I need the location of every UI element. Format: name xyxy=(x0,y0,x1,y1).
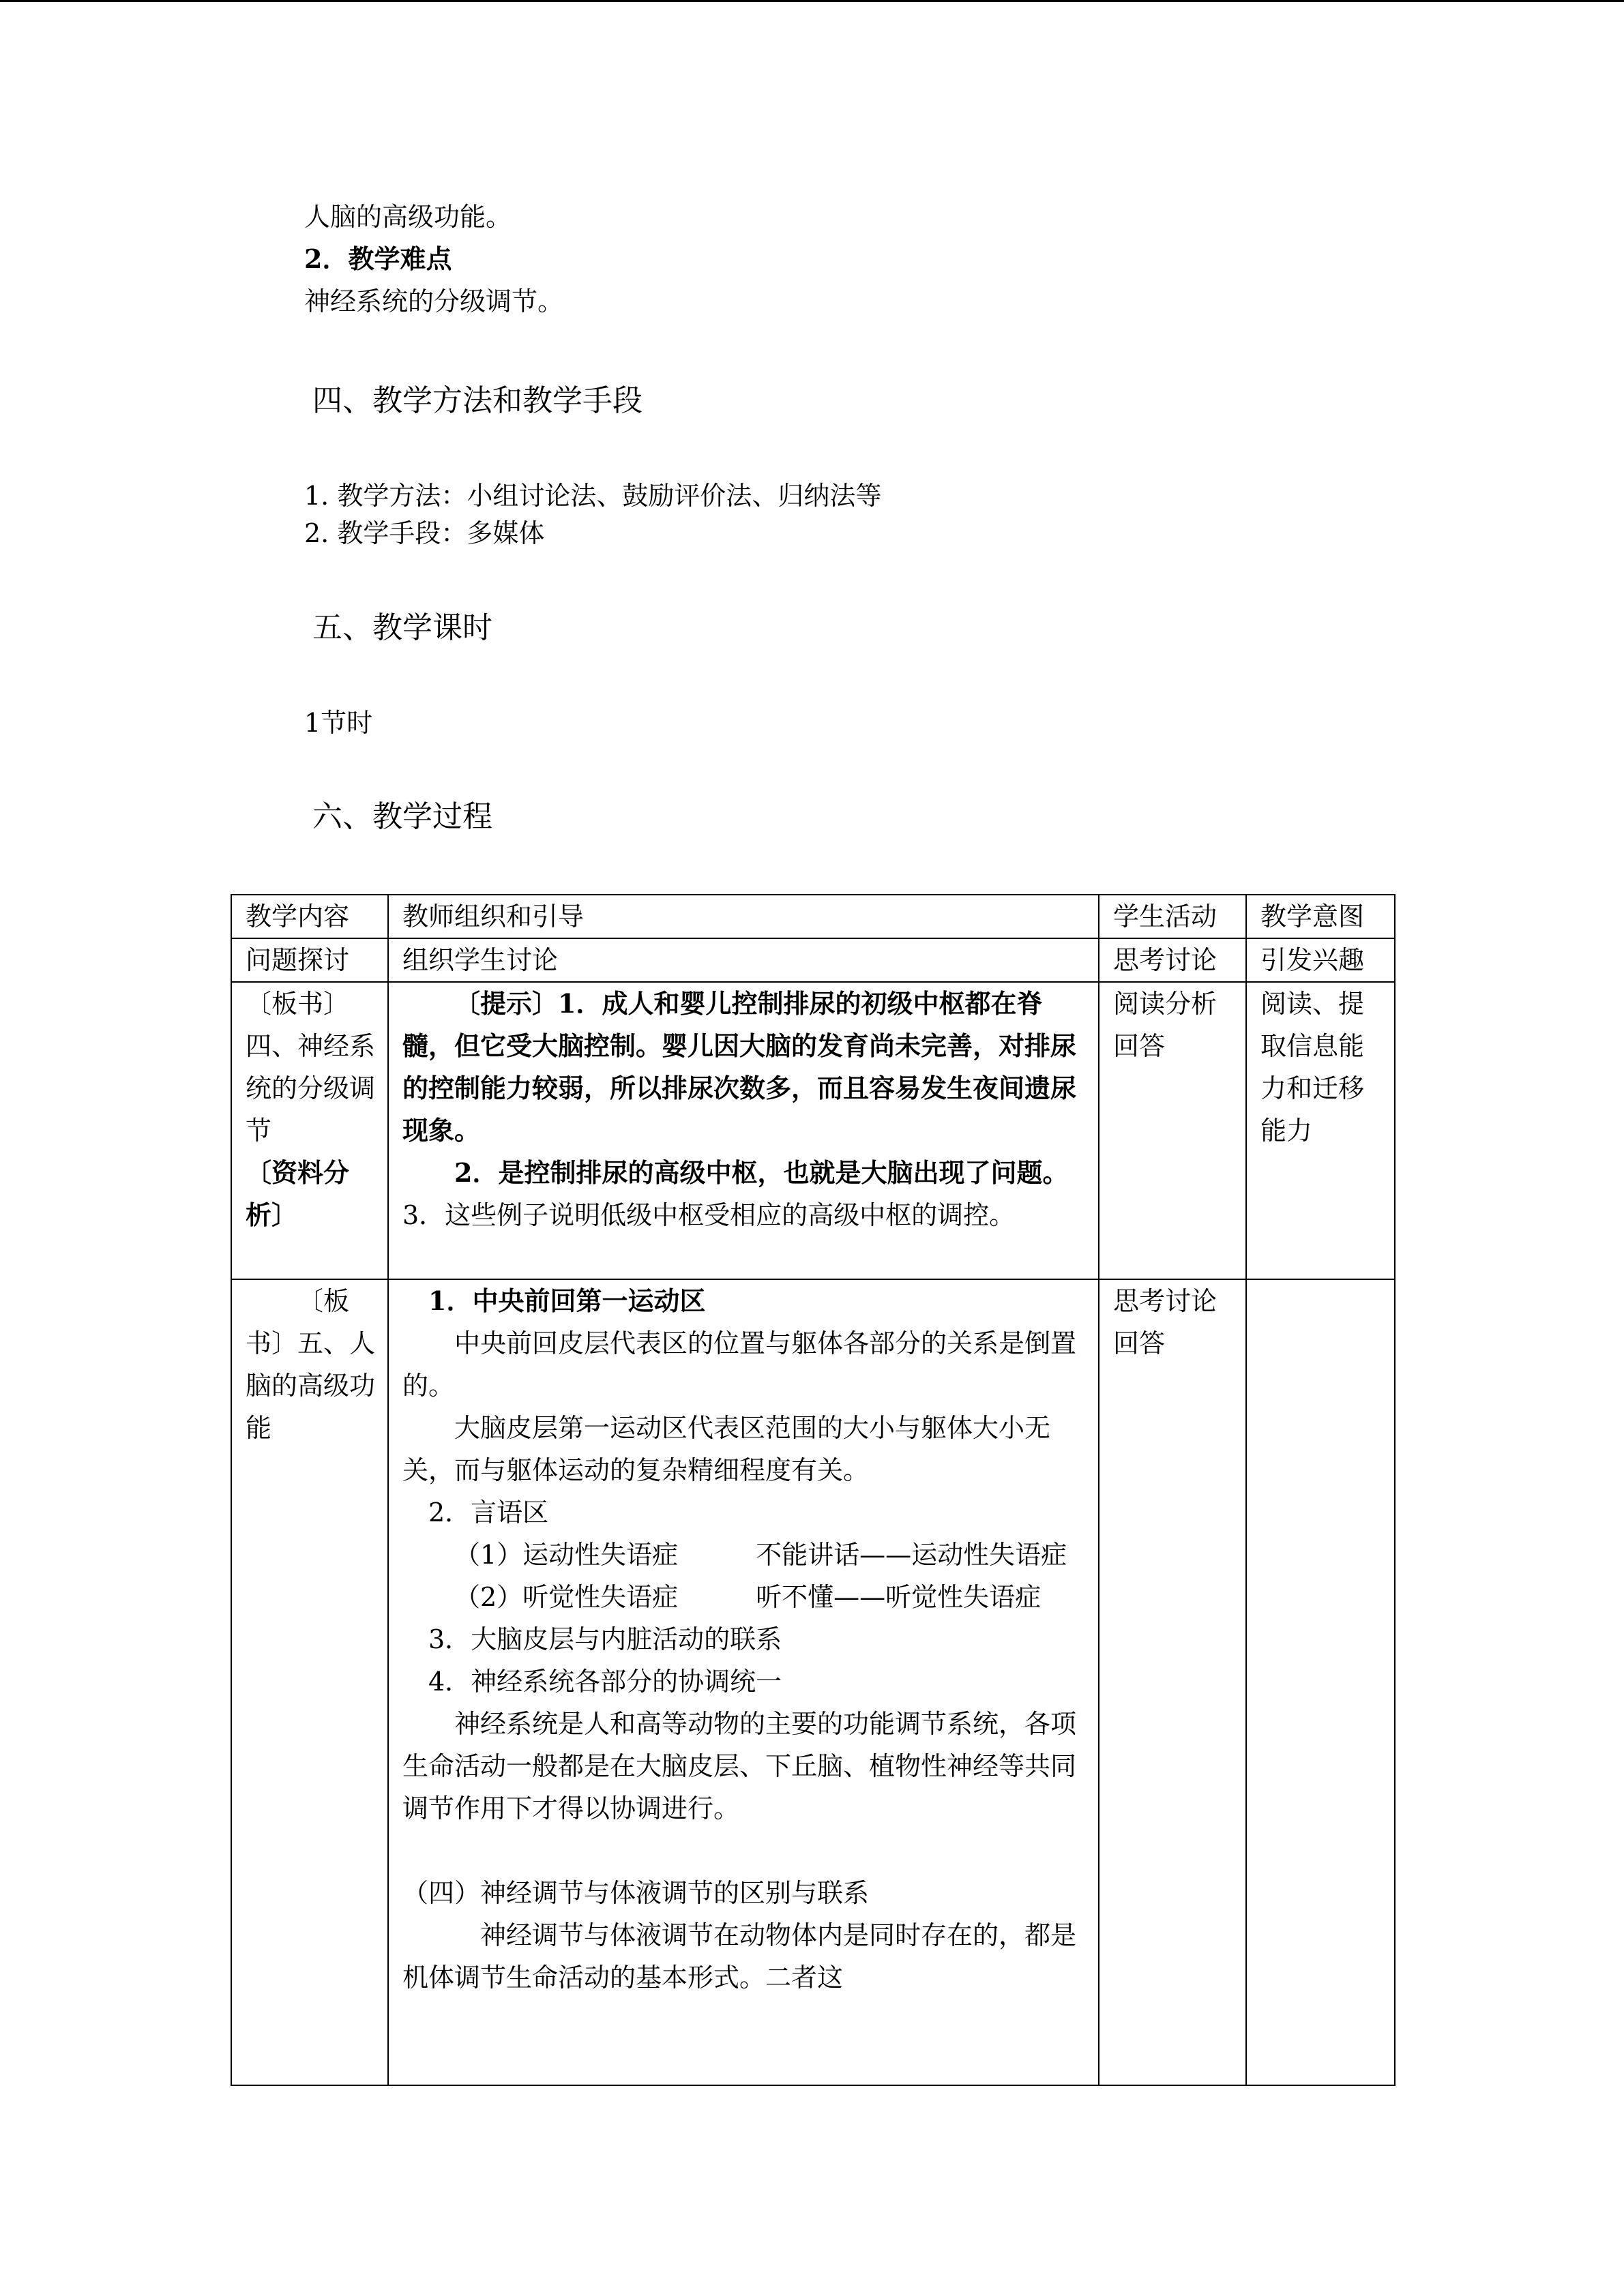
section-5-title: 五、教学课时 xyxy=(312,610,492,645)
guide-spacer xyxy=(402,1830,1091,1872)
guide-item-2-sub-1: （1）运动性失语症 不能讲话——运动性失语症 xyxy=(454,1540,1067,1570)
difficulty-title: 2．教学难点 xyxy=(304,243,452,274)
cell-guide xyxy=(388,982,1099,1279)
guide-item-4-title: 4．神经系统各部分的协调统一 xyxy=(428,1667,782,1697)
guide-item-2-title: 2．言语区 xyxy=(428,1497,549,1527)
section-4-title: 四、教学方法和教学手段 xyxy=(312,383,643,418)
table-row xyxy=(231,1279,1395,2085)
board-topic: 四、神经系统的分级调节 xyxy=(246,1031,376,1146)
difficulty-text: 神经系统的分级调节。 xyxy=(304,286,564,316)
board-label: 〔板书〕 xyxy=(246,989,350,1019)
table-row xyxy=(231,982,1395,1279)
cell-intent xyxy=(1246,1279,1395,2085)
cell-activity: 阅读分析回答 xyxy=(1099,982,1246,1279)
cell-intent: 引发兴趣 xyxy=(1246,938,1395,982)
teaching-hours: 1节时 xyxy=(304,708,373,738)
cell-guide: 组织学生讨论 xyxy=(388,938,1099,982)
guide-item-4-text: 神经系统是人和高等动物的主要的功能调节系统，各项生命活动一般都是在大脑皮层、下丘脑、植物性神经等共同调节作用下才得以协调进行。 xyxy=(402,1709,1077,1823)
material-analysis-label: 〔资料分析〕 xyxy=(246,1157,350,1230)
header-activity: 学生活动 xyxy=(1099,895,1246,938)
guide-item-1-title: 1．中央前回第一运动区 xyxy=(428,1285,706,1316)
guide-hint-2: 2．是控制排尿的高级中枢，也就是大脑出现了问题。 xyxy=(454,1157,1069,1188)
header-content: 教学内容 xyxy=(231,895,388,938)
guide-section-4-text: 神经调节与体液调节在动物体内是同时存在的，都是机体调节生命活动的基本形式。二者这 xyxy=(402,1920,1077,1993)
cell-activity: 思考讨论回答 xyxy=(1099,1279,1246,2085)
cell-content: 〔板书〕五、人脑的高级功能 xyxy=(231,1279,388,2085)
guide-item-1-text-2: 大脑皮层第一运动区代表区范围的大小与躯体大小无关，而与躯体运动的复杂精细程度有关。 xyxy=(402,1413,1051,1485)
intro-line: 人脑的高级功能。 xyxy=(304,202,512,232)
teaching-method: 1. 教学方法：小组讨论法、鼓励评价法、归纳法等 xyxy=(304,481,882,511)
page-top-border xyxy=(0,0,1624,2)
guide-item-3-title: 3．大脑皮层与内脏活动的联系 xyxy=(428,1624,782,1654)
guide-section-4-title: （四）神经调节与体液调节的区别与联系 xyxy=(402,1878,870,1908)
guide-item-2-sub-2: （2）听觉性失语症 听不懂——听觉性失语症 xyxy=(454,1582,1042,1612)
guide-hint-3: 3．这些例子说明低级中枢受相应的高级中枢的调控。 xyxy=(402,1200,1016,1230)
cell-activity: 思考讨论 xyxy=(1099,938,1246,982)
section-6-title: 六、教学过程 xyxy=(312,799,492,834)
header-guide: 教师组织和引导 xyxy=(388,895,1099,938)
guide-hint-1: 〔提示〕1．成人和婴儿控制排尿的初级中枢都在脊髓，但它受大脑控制。婴儿因大脑的发育尚未完善，对排尿的控制能力较弱，所以排尿次数多，而且容易发生夜间遗尿现象。 xyxy=(402,988,1077,1146)
cell-intent: 阅读、提取信息能力和迁移能力 xyxy=(1246,982,1395,1279)
table-header-row xyxy=(231,895,1395,938)
cell-content xyxy=(231,982,388,1279)
guide-item-1-text-1: 中央前回皮层代表区的位置与躯体各部分的关系是倒置的。 xyxy=(402,1328,1077,1401)
cell-guide xyxy=(388,1279,1099,2085)
teaching-means: 2. 教学手段：多媒体 xyxy=(304,518,545,548)
header-intent: 教学意图 xyxy=(1246,895,1395,938)
teaching-process-table xyxy=(231,894,1396,2086)
cell-content: 问题探讨 xyxy=(231,938,388,982)
table-row xyxy=(231,938,1395,982)
